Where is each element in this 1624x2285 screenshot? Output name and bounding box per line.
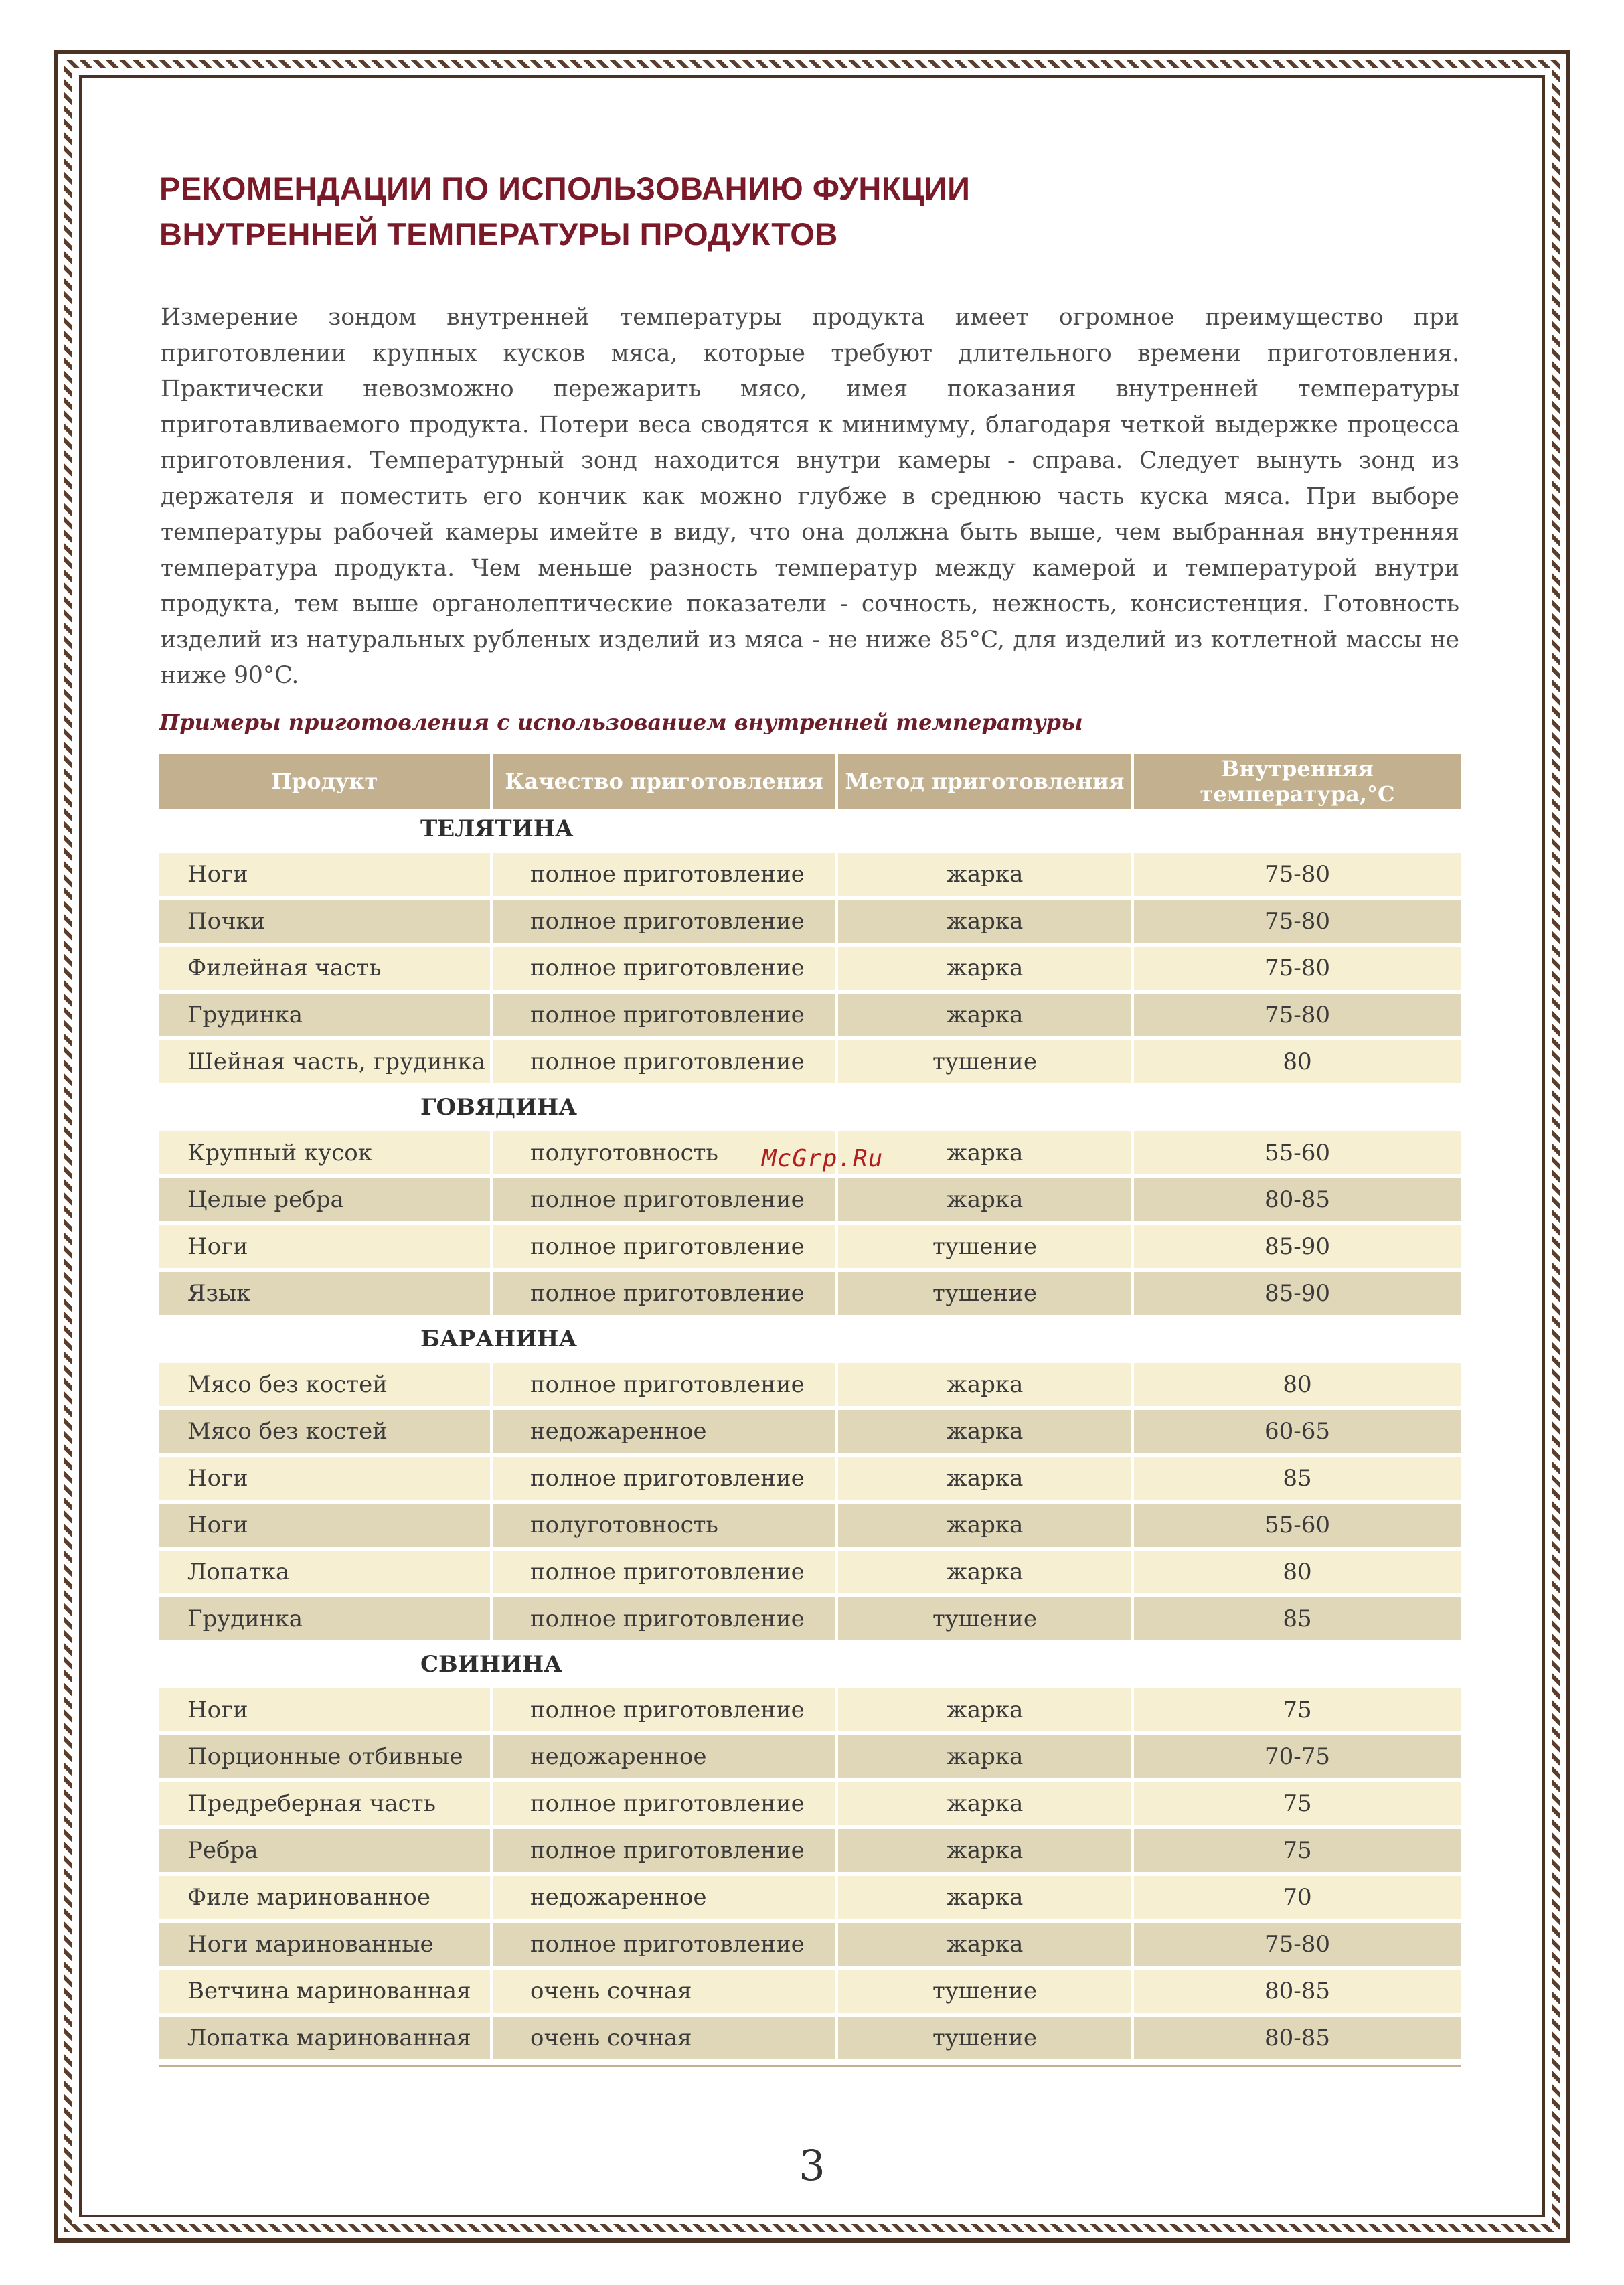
cell-quality: полное приготовление: [491, 1361, 837, 1408]
header-quality: Качество приготовления: [491, 754, 837, 809]
cell-method: тушение: [837, 1038, 1133, 1085]
cell-product: Порционные отбивные: [159, 1733, 491, 1780]
cell-product: Крупный кусок: [159, 1129, 491, 1176]
cell-product: Ноги: [159, 851, 491, 898]
header-method: Метод приготовления: [837, 754, 1133, 809]
cell-quality: недожаренное: [491, 1874, 837, 1921]
cell-product: Целые ребра: [159, 1176, 491, 1223]
table-row: [159, 992, 1461, 1038]
cell-temperature: 75-80: [1133, 1921, 1461, 1968]
cell-temperature: 70: [1133, 1874, 1461, 1921]
cell-quality: полуготовность: [491, 1502, 837, 1549]
cell-method: жарка: [837, 1733, 1133, 1780]
cell-method: жарка: [837, 1549, 1133, 1595]
section-row: [159, 1642, 1461, 1686]
cell-method: тушение: [837, 1270, 1133, 1317]
cell-product: Ноги: [159, 1455, 491, 1502]
cell-quality: полное приготовление: [491, 1270, 837, 1317]
cell-quality: недожаренное: [491, 1733, 837, 1780]
table-row: [159, 851, 1461, 898]
table-row: [159, 1549, 1461, 1595]
cell-method: жарка: [837, 1408, 1133, 1455]
table-row: [159, 1968, 1461, 2015]
table-row: [159, 1921, 1461, 1968]
table-row: [159, 1686, 1461, 1733]
cell-method: жарка: [837, 1361, 1133, 1408]
cell-method: жарка: [837, 1129, 1133, 1176]
cell-product: Почки: [159, 898, 491, 945]
cell-quality: полное приготовление: [491, 851, 837, 898]
header-temperature: Внутренняя температура,°C: [1133, 754, 1461, 809]
cell-quality: полное приготовление: [491, 1595, 837, 1642]
cell-method: жарка: [837, 1176, 1133, 1223]
page-title: [159, 166, 1431, 257]
cell-method: жарка: [837, 898, 1133, 945]
cell-product: Ноги: [159, 1502, 491, 1549]
cell-quality: полное приготовление: [491, 1780, 837, 1827]
page-number: 3: [799, 2141, 825, 2190]
cell-method: жарка: [837, 1921, 1133, 1968]
cell-product: Филе маринованное: [159, 1874, 491, 1921]
cell-temperature: 60-65: [1133, 1408, 1461, 1455]
cell-quality: полное приготовление: [491, 1038, 837, 1085]
cooking-temperature-table: [159, 754, 1461, 2063]
cell-quality: полное приготовление: [491, 1921, 837, 1968]
cell-quality: полное приготовление: [491, 945, 837, 992]
table-row: [159, 1733, 1461, 1780]
section-row: [159, 809, 1461, 851]
cell-product: Грудинка: [159, 1595, 491, 1642]
cell-quality: полное приготовление: [491, 898, 837, 945]
cell-temperature: 55-60: [1133, 1129, 1461, 1176]
cell-product: Лопатка маринованная: [159, 2015, 491, 2061]
table-row: [159, 1361, 1461, 1408]
cell-temperature: 85-90: [1133, 1270, 1461, 1317]
section-title: БАРАНИНА: [159, 1317, 1461, 1361]
cell-product: Мясо без костей: [159, 1361, 491, 1408]
cell-method: жарка: [837, 1502, 1133, 1549]
cell-quality: полуготовность: [491, 1129, 837, 1176]
page-title-line-1: РЕКОМЕНДАЦИИ ПО ИСПОЛЬЗОВАНИЮ ФУНКЦИИ: [159, 171, 971, 206]
section-title: СВИНИНА: [159, 1642, 1461, 1686]
table-row: [159, 1595, 1461, 1642]
watermark: McGrp.Ru: [762, 1145, 884, 1172]
cell-method: жарка: [837, 1874, 1133, 1921]
cell-temperature: 80: [1133, 1361, 1461, 1408]
cell-product: Шейная часть, грудинка: [159, 1038, 491, 1085]
cell-temperature: 80-85: [1133, 1176, 1461, 1223]
intro-paragraph: Измерение зондом внутренней температуры продукта имеет огромное преимущество при приготовлении крупных кусков мяса, которые требуют длительного времени приготовления. Практически невозможно пережарить мясо, имея показания внутренней температуры приготавливаемого продукта. Потери веса сводятся к минимуму, благодаря четкой выдержке процесса приготовления. Температурный зонд находится внутри камеры - справа. Следует вынуть зонд из держателя и поместить его кончик как можно глубже в среднюю часть куска мяса. При выборе температуры рабочей камеры имейте в виду, что она должна быть выше, чем выбранная внутренняя температура продукта. Чем меньше разность температур между камерой и температурой внутри продукта, тем выше органолептические показатели - сочность, нежность, консистенция. Готовность изделий из натуральных рубленых изделий из мяса - не ниже 85°C, для изделий из котлетной массы не ниже 90°C.: [161, 304, 1459, 689]
section-row: [159, 1085, 1461, 1129]
cell-temperature: 85: [1133, 1455, 1461, 1502]
table-bottom-rule: [159, 2065, 1461, 2067]
cell-quality: полное приготовление: [491, 1223, 837, 1270]
cell-quality: полное приготовление: [491, 1827, 837, 1874]
cell-quality: очень сочная: [491, 1968, 837, 2015]
section-title: ГОВЯДИНА: [159, 1085, 1461, 1129]
table-row: [159, 1176, 1461, 1223]
cell-quality: полное приготовление: [491, 1686, 837, 1733]
cell-product: Ноги: [159, 1686, 491, 1733]
table-row: [159, 1408, 1461, 1455]
cell-temperature: 55-60: [1133, 1502, 1461, 1549]
cell-product: Ребра: [159, 1827, 491, 1874]
cell-quality: полное приготовление: [491, 992, 837, 1038]
table-row: [159, 1502, 1461, 1549]
table-body: [159, 809, 1461, 2061]
cell-temperature: 75-80: [1133, 851, 1461, 898]
table-row: [159, 1827, 1461, 1874]
cell-quality: полное приготовление: [491, 1455, 837, 1502]
cell-quality: полное приготовление: [491, 1176, 837, 1223]
cell-temperature: 75: [1133, 1827, 1461, 1874]
section-title: ТЕЛЯТИНА: [159, 809, 1461, 851]
cell-temperature: 80-85: [1133, 1968, 1461, 2015]
cell-temperature: 80: [1133, 1549, 1461, 1595]
cell-temperature: 80: [1133, 1038, 1461, 1085]
table-row: [159, 945, 1461, 992]
cell-method: тушение: [837, 1968, 1133, 2015]
cell-method: тушение: [837, 1223, 1133, 1270]
cell-product: Ноги маринованные: [159, 1921, 491, 1968]
page-title-line-2: ВНУТРЕННЕЙ ТЕМПЕРАТУРЫ ПРОДУКТОВ: [159, 216, 838, 252]
table-row: [159, 1270, 1461, 1317]
cell-product: Ноги: [159, 1223, 491, 1270]
table-row: [159, 1780, 1461, 1827]
cell-method: жарка: [837, 992, 1133, 1038]
header-product: Продукт: [159, 754, 491, 809]
table-row: [159, 898, 1461, 945]
cell-quality: полное приготовление: [491, 1549, 837, 1595]
cell-method: жарка: [837, 1686, 1133, 1733]
cell-temperature: 85: [1133, 1595, 1461, 1642]
cell-method: жарка: [837, 1827, 1133, 1874]
cell-temperature: 80-85: [1133, 2015, 1461, 2061]
cell-temperature: 75-80: [1133, 898, 1461, 945]
cell-product: Мясо без костей: [159, 1408, 491, 1455]
cell-method: жарка: [837, 851, 1133, 898]
section-row: [159, 1317, 1461, 1361]
cell-product: Язык: [159, 1270, 491, 1317]
table-row: [159, 1874, 1461, 1921]
cell-method: жарка: [837, 945, 1133, 992]
table-header-row: [159, 754, 1461, 809]
cell-method: жарка: [837, 1455, 1133, 1502]
cell-method: жарка: [837, 1780, 1133, 1827]
cell-temperature: 75: [1133, 1780, 1461, 1827]
table-row: [159, 1223, 1461, 1270]
cell-product: Грудинка: [159, 992, 491, 1038]
table-caption: Примеры приготовления с использованием внутренней температуры: [159, 710, 1083, 735]
cell-temperature: 75-80: [1133, 992, 1461, 1038]
cell-quality: недожаренное: [491, 1408, 837, 1455]
cell-quality: очень сочная: [491, 2015, 837, 2061]
table-row: [159, 1038, 1461, 1085]
cell-temperature: 70-75: [1133, 1733, 1461, 1780]
cell-product: Предреберная часть: [159, 1780, 491, 1827]
cell-temperature: 75-80: [1133, 945, 1461, 992]
cell-product: Лопатка: [159, 1549, 491, 1595]
table-row: [159, 2015, 1461, 2061]
cell-method: тушение: [837, 1595, 1133, 1642]
cell-temperature: 75: [1133, 1686, 1461, 1733]
cell-temperature: 85-90: [1133, 1223, 1461, 1270]
cell-product: Ветчина маринованная: [159, 1968, 491, 2015]
cell-product: Филейная часть: [159, 945, 491, 992]
cell-method: тушение: [837, 2015, 1133, 2061]
table-row: [159, 1455, 1461, 1502]
